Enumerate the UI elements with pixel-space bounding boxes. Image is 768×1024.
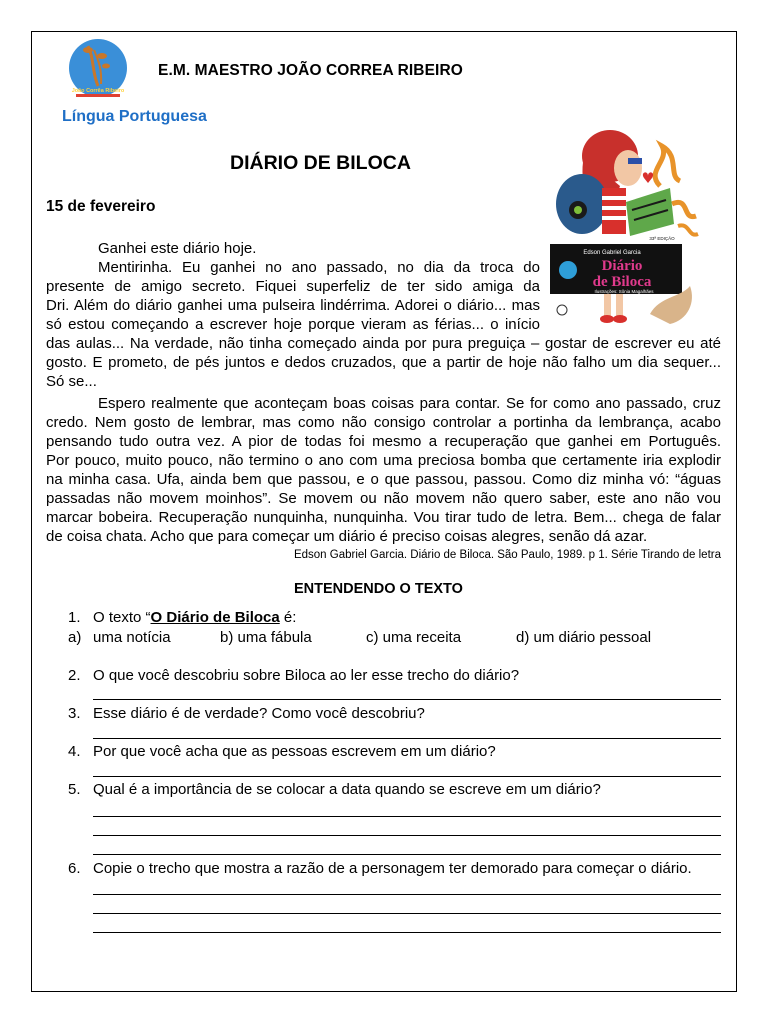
diary-text-line: Dri. Além do diário ganhei uma pulseira lindérrima. Adorei o diário... mas (46, 297, 540, 314)
diary-text-line: passadas não movem moinhos”. Se movem ou não movem não quero saber, este ano não vou (46, 490, 721, 507)
cover-edition: 33ª EDIÇÃO (649, 236, 675, 241)
diary-text-line: marcar bobeira. Recuperação nunquinha, nunquinha. Vou tirar tudo de letra. Bem... chega de falar (46, 509, 721, 526)
diary-text-line: credo. Nem gosto de lembrar, mas como não consigo controlar a portinha da lembrança, acabo (46, 414, 721, 431)
answer-line[interactable] (93, 894, 721, 895)
question-4: 4. Por que você acha que as pessoas escrevem em um diário? (68, 743, 496, 760)
diary-text-line: na minha casa. Ufa, ainda bem que passou, e o que passou, passou. Como diz minha vó: “águas (46, 471, 721, 488)
question-1-book-title: O Diário de Biloca (150, 609, 280, 626)
cover-title-line1: Diário (601, 258, 643, 274)
answer-line[interactable] (93, 932, 721, 933)
cover-author: Edson Gabriel Garcia (583, 250, 641, 256)
exercise-section-title: ENTENDENDO O TEXTO (294, 581, 463, 597)
school-name: E.M. MAESTRO JOÃO CORREA RIBEIRO (158, 62, 463, 79)
diary-text-line: Ganhei este diário hoje. (98, 240, 257, 257)
question-1 (68, 609, 668, 629)
cover-title-line2: de Biloca (592, 274, 652, 290)
question-number: 1. (68, 609, 81, 626)
answer-line[interactable] (93, 816, 721, 817)
book-cover-image (550, 126, 700, 330)
option-d[interactable]: d) um diário pessoal (516, 629, 652, 646)
answer-line[interactable] (93, 913, 721, 914)
diary-text-line: das aulas... Na verdade, não tinha começado ainda por pura preguiça – gostar de escrever eu até (46, 335, 721, 352)
question-6: 6. Copie o trecho que mostra a razão de a personagem ter demorado para começar o diário. (68, 860, 692, 877)
diary-text-line: presente de amigo secreto. Fiquei superfeliz de ter sido amiga da (46, 278, 540, 295)
question-1-prefix: O texto “ (93, 609, 151, 626)
diary-text-line: gosto. E prometo, de pés juntos e dedos cruzados, que a partir de hoje não falho um dia sequer... (46, 354, 721, 371)
option-c[interactable]: c) uma receita (366, 629, 462, 646)
diary-text-line: pensando tudo outra vez. A pior de todas foi mesmo a recuperação que ganhei em Português. (46, 433, 721, 450)
answer-line[interactable] (93, 835, 721, 836)
option-b[interactable]: b) uma fábula (220, 629, 312, 646)
page-title: DIÁRIO DE BILOCA (230, 152, 411, 174)
answer-line[interactable] (93, 738, 721, 739)
answer-line[interactable] (93, 776, 721, 777)
answer-line[interactable] (93, 854, 721, 855)
diary-text-line: Por pouco, muito pouco, não termino o ano com uma preciosa bomba que certamente iria explodir (46, 452, 721, 469)
source-citation: Edson Gabriel Garcia. Diário de Biloca. São Paulo, 1989. p 1. Série Tirando de letra (293, 549, 721, 561)
diary-text-line: só estou começando a escrever hoje porque vieram as férias... o início (46, 316, 540, 333)
question-3: 3. Esse diário é de verdade? Como você descobriu? (68, 705, 425, 722)
subject-heading: Língua Portuguesa (62, 108, 207, 125)
option-a[interactable]: a) uma notícia (68, 629, 171, 646)
diary-date: 15 de fevereiro (46, 198, 156, 215)
question-1-suffix: é: (279, 609, 297, 626)
logo-text: João Corrêa Ribeiro (71, 88, 125, 94)
diary-text-line: Mentirinha. Eu ganhei no ano passado, no dia da troca do (98, 259, 540, 276)
question-5: 5. Qual é a importância de se colocar a data quando se escreve em um diário? (68, 781, 601, 798)
school-logo (68, 38, 140, 106)
answer-line[interactable] (93, 699, 721, 700)
diary-text-line: Só se... (46, 373, 97, 390)
cover-illustrator: Ilustrações: Sônia Magalhães (594, 289, 654, 294)
question-2: 2. O que você descobriu sobre Biloca ao ler esse trecho do diário? (68, 667, 520, 684)
diary-text-line: de coisa chata. Acho que para começar um diário é preciso coisas alegres, senão dá azar. (46, 528, 648, 545)
diary-text-line: Espero realmente que aconteçam boas coisas para contar. Se for como ano passado, cruz (98, 395, 721, 412)
